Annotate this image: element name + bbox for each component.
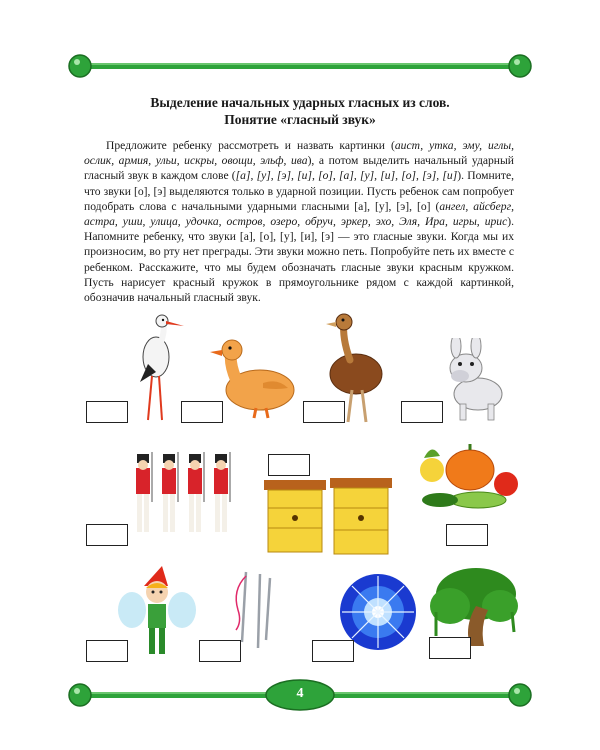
instruction-text bbox=[84, 138, 514, 305]
stork-picture bbox=[126, 312, 186, 424]
italic-word-list: аист, утка, эму, иглы, ослик, армия, ульи, искры, овощи, эльф, ива bbox=[84, 139, 514, 168]
italic-word-list: ангел, айсберг, астра, уши, улица, удочка, остров, озеро, обруч, эркер, эхо, Эля, Ира, игры, ирис bbox=[84, 199, 514, 229]
elf-picture bbox=[118, 566, 196, 660]
answer-box-needles[interactable] bbox=[199, 640, 241, 662]
answer-box-vegetables[interactable] bbox=[446, 524, 488, 546]
instruction-text-segment: ). Напомните ребенку, что звуки [а], [о], [у], [и], [э] — это гласные звуки. Когда мы их произносим, во рту нет преграды. Эти звуки можно петь. Попробуйте петь их вместе с ребенком. Расскажите, что мы будем обозначать гласные звуки красным кружком. Пусть нарисует красный кружок в прямоугольнике рядом с каждой картинкой, обозначив начальный гласный звук. bbox=[84, 215, 514, 305]
answer-box-beehives[interactable] bbox=[268, 454, 310, 476]
answer-box-sparks[interactable] bbox=[312, 640, 354, 662]
beehives-picture bbox=[262, 478, 394, 556]
page-title bbox=[60, 94, 540, 128]
answer-box-duck[interactable] bbox=[181, 401, 223, 423]
instruction-text-segment: ). Помните, что звуки [о], [э] выделяются только в ударной позиции. Пусть ребенок сам попробует подобрать слова с начальными ударными гласными [а], [у], [э], [о] ( bbox=[84, 169, 515, 213]
page-number: 4 bbox=[296, 686, 304, 701]
italic-word-list: [а], [у], [э], [и], [о], [а], [у], [и], [о], [э], [и] bbox=[235, 169, 458, 183]
answer-box-elf[interactable] bbox=[86, 640, 128, 662]
instruction-text-segment: ), а потом выделить начальный ударный гласный звук в каждом слове ( bbox=[84, 154, 514, 183]
instruction-paragraph bbox=[84, 138, 514, 305]
answer-box-donkey[interactable] bbox=[401, 401, 443, 423]
answer-box-stork[interactable] bbox=[86, 401, 128, 423]
donkey-picture bbox=[438, 338, 508, 424]
title-line-2: Понятие «гласный звук» bbox=[224, 112, 376, 127]
answer-box-willow[interactable] bbox=[429, 637, 471, 659]
answer-box-emu[interactable] bbox=[303, 401, 345, 423]
needles-picture bbox=[228, 570, 278, 650]
answer-box-soldiers[interactable] bbox=[86, 524, 128, 546]
instruction-text-segment: Предложите ребенку рассмотреть и назвать картинки ( bbox=[106, 139, 395, 152]
vegetables-picture bbox=[414, 442, 524, 516]
title-line-1: Выделение начальных ударных гласных из слов. bbox=[150, 95, 450, 110]
willow-picture bbox=[426, 566, 520, 648]
top-decorative-bar bbox=[0, 46, 600, 86]
soldiers-picture bbox=[130, 452, 234, 536]
